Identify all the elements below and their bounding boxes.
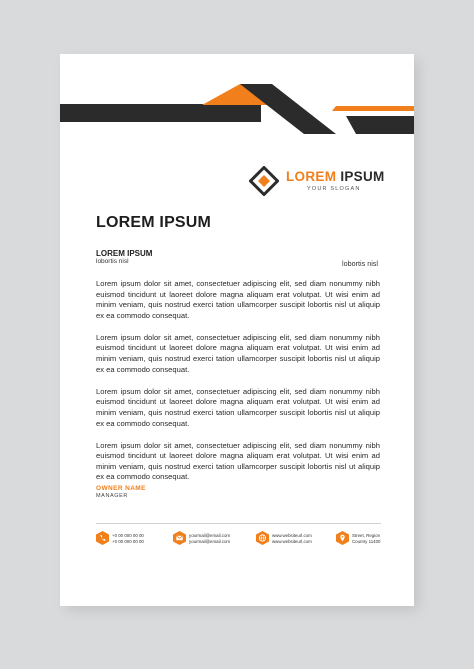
contact-line: www.websiteurl.com	[272, 533, 312, 538]
contact-line: Street, Region	[352, 533, 381, 538]
body-paragraph: Lorem ipsum dolor sit amet, consectetuer adipiscing elit, sed diam nonummy nibh euismod tincidunt ut laoreet dolore magna aliquam erat volutpat. Ut wisi enim ad minim veniam, quis nostrud exerci tation ullamcorper suscipit lobortis nisl ut aliquip ex ea commodo consequat.	[96, 386, 380, 428]
brand-slogan: YOUR SLOGAN	[307, 186, 361, 192]
owner-name: OWNER NAME	[96, 485, 146, 492]
company-logo	[249, 166, 409, 196]
brand-word-2: IPSUM	[340, 169, 385, 184]
globe-icon	[256, 531, 269, 545]
header-decoration	[60, 54, 414, 144]
contact-line: +0 00 000 00 00	[112, 538, 144, 544]
owner-role: MANAGER	[96, 493, 129, 499]
email-icon	[173, 531, 186, 545]
location-icon	[336, 531, 349, 545]
footer-divider	[96, 523, 381, 524]
left-dark-band	[60, 104, 261, 122]
contact-line: Country 11400	[352, 538, 381, 544]
contact-line: yourmail@email.com	[189, 538, 231, 544]
right-dark-band	[346, 116, 414, 134]
contact-footer	[96, 531, 381, 547]
body-paragraph: Lorem ipsum dolor sit amet, consectetuer adipiscing elit, sed diam nonummy nibh euismod tincidunt ut laoreet dolore magna aliquam erat volutpat. Ut wisi enim ad minim veniam, quis nostrud exerci tation ullamcorper suscipit lobortis nisl ut aliquip ex ea commodo consequat.	[96, 332, 380, 374]
brand-word-1: LOREM	[286, 169, 337, 184]
body-paragraph: Lorem ipsum dolor sit amet, consectetuer adipiscing elit, sed diam nonummy nibh euismod tincidunt ut laoreet dolore magna aliquam erat volutpat. Ut wisi enim ad minim veniam, quis nostrud exerci tation ullamcorper suscipit lobortis nisl ut aliquip ex ea commodo consequat.	[96, 279, 380, 320]
right-orange-stripe	[332, 106, 414, 111]
contact-line: yourmail@email.com	[189, 533, 231, 538]
letter-body	[96, 279, 380, 495]
letterhead-page	[60, 54, 414, 606]
brand-name	[286, 169, 385, 184]
phone-icon	[96, 531, 109, 545]
diamond-logo-icon	[249, 166, 279, 196]
body-paragraph: Lorem ipsum dolor sit amet, consectetuer adipiscing elit, sed diam nonummy nibh euismod tincidunt ut laoreet dolore magna aliquam erat volutpat. Ut wisi enim ad minim veniam, quis nostrud exerci tation ullamcorper suscipit lobortis nisl ut aliquip ex ea commodo consequat.	[96, 440, 380, 482]
recipient-subline: lobortis nisl	[96, 258, 129, 265]
contact-line: +0 00 000 00 00	[112, 533, 144, 538]
recipient-name: LOREM IPSUM	[96, 249, 153, 258]
document-title: LOREM IPSUM	[96, 214, 212, 231]
contact-line: www.websiteurl.com	[272, 538, 312, 544]
date-line: lobortis nisl	[342, 259, 378, 268]
